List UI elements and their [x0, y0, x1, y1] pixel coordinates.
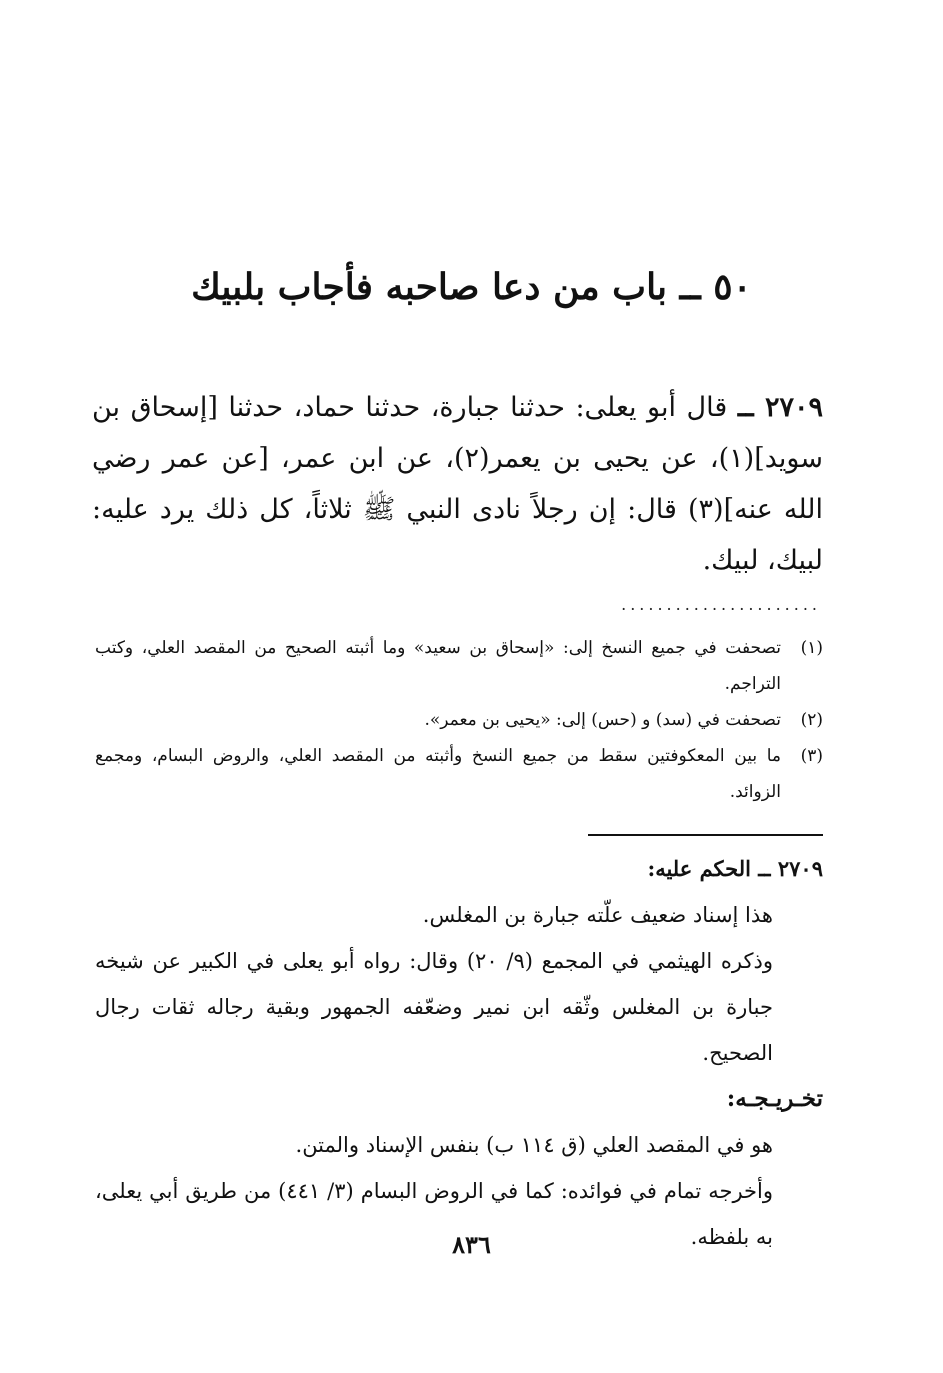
takhrij-line-1: هو في المقصد العلي (ق ١١٤ ب) بنفس الإسناد والمتن. [295, 1133, 773, 1157]
ruling-line-2: وذكره الهيثمي في المجمع (٩/ ٢٠) وقال: رواه أبو يعلى في الكبير عن شيخه جبارة بن المغلس وثّقه ابن نمير وضعّفه الجمهور وبقية رجاله ثقات رجال الصحيح. [95, 949, 774, 1065]
footnotes [95, 630, 823, 810]
ruling-heading: ٢٧٠٩ ــ الحكم عليه: [647, 856, 823, 881]
hadith-text-block [92, 382, 823, 586]
hadith-number: ٢٧٠٩ ــ [737, 392, 823, 423]
takhrij-heading: تخـريـجـه: [726, 1085, 823, 1112]
section-divider [588, 834, 823, 836]
footnote-text: تصحفت في (سد) و (حس) إلى: «يحيى بن معمر». [424, 710, 781, 730]
hadith-paragraph [92, 382, 823, 586]
footnote-number: (٣) [800, 746, 823, 766]
footnote-3 [95, 738, 823, 810]
footnote-text: تصحفت في جميع النسخ إلى: «إسحاق بن سعيد» وما أثبته الصحيح من المقصد العلي، وكتب التراجم. [95, 638, 781, 694]
ruling-section [95, 846, 823, 1260]
footnote-1 [95, 630, 823, 702]
chapter-title: ٥٠ ــ باب من دعا صاحبه فأجاب بلبيك [191, 266, 752, 308]
footnote-number: (١) [800, 638, 823, 658]
takhrij-line-2: وأخرجه تمام في فوائده: كما في الروض البسام (٣/ ٤٤١) من طريق أبي يعلى، به بلفظه. [95, 1179, 773, 1249]
footnote-2 [95, 702, 823, 738]
hadith-body: قال أبو يعلى: حدثنا جبارة، حدثنا حماد، حدثنا [إسحاق بن سويد](١)، عن يحيى بن يعمر(٢)، عن ابن عمر، [عن عمر رضي الله عنه](٣) قال: إن رجلاً نادى النبي ﷺ ثلاثاً، كل ذلك يرد عليه: لبيك، لبيك. [92, 392, 824, 576]
footnote-text: ما بين المعكوفتين سقط من جميع النسخ وأثبته من المقصد العلي، والروض البسام، ومجمع الزوائد. [95, 746, 781, 802]
page-number: ٨٣٦ [452, 1230, 491, 1259]
footnote-number: (٢) [800, 710, 823, 730]
ruling-line-1: هذا إسناد ضعيف علّته جبارة بن المغلس. [422, 903, 773, 927]
footnote-separator-dots: ...................... [621, 595, 821, 614]
